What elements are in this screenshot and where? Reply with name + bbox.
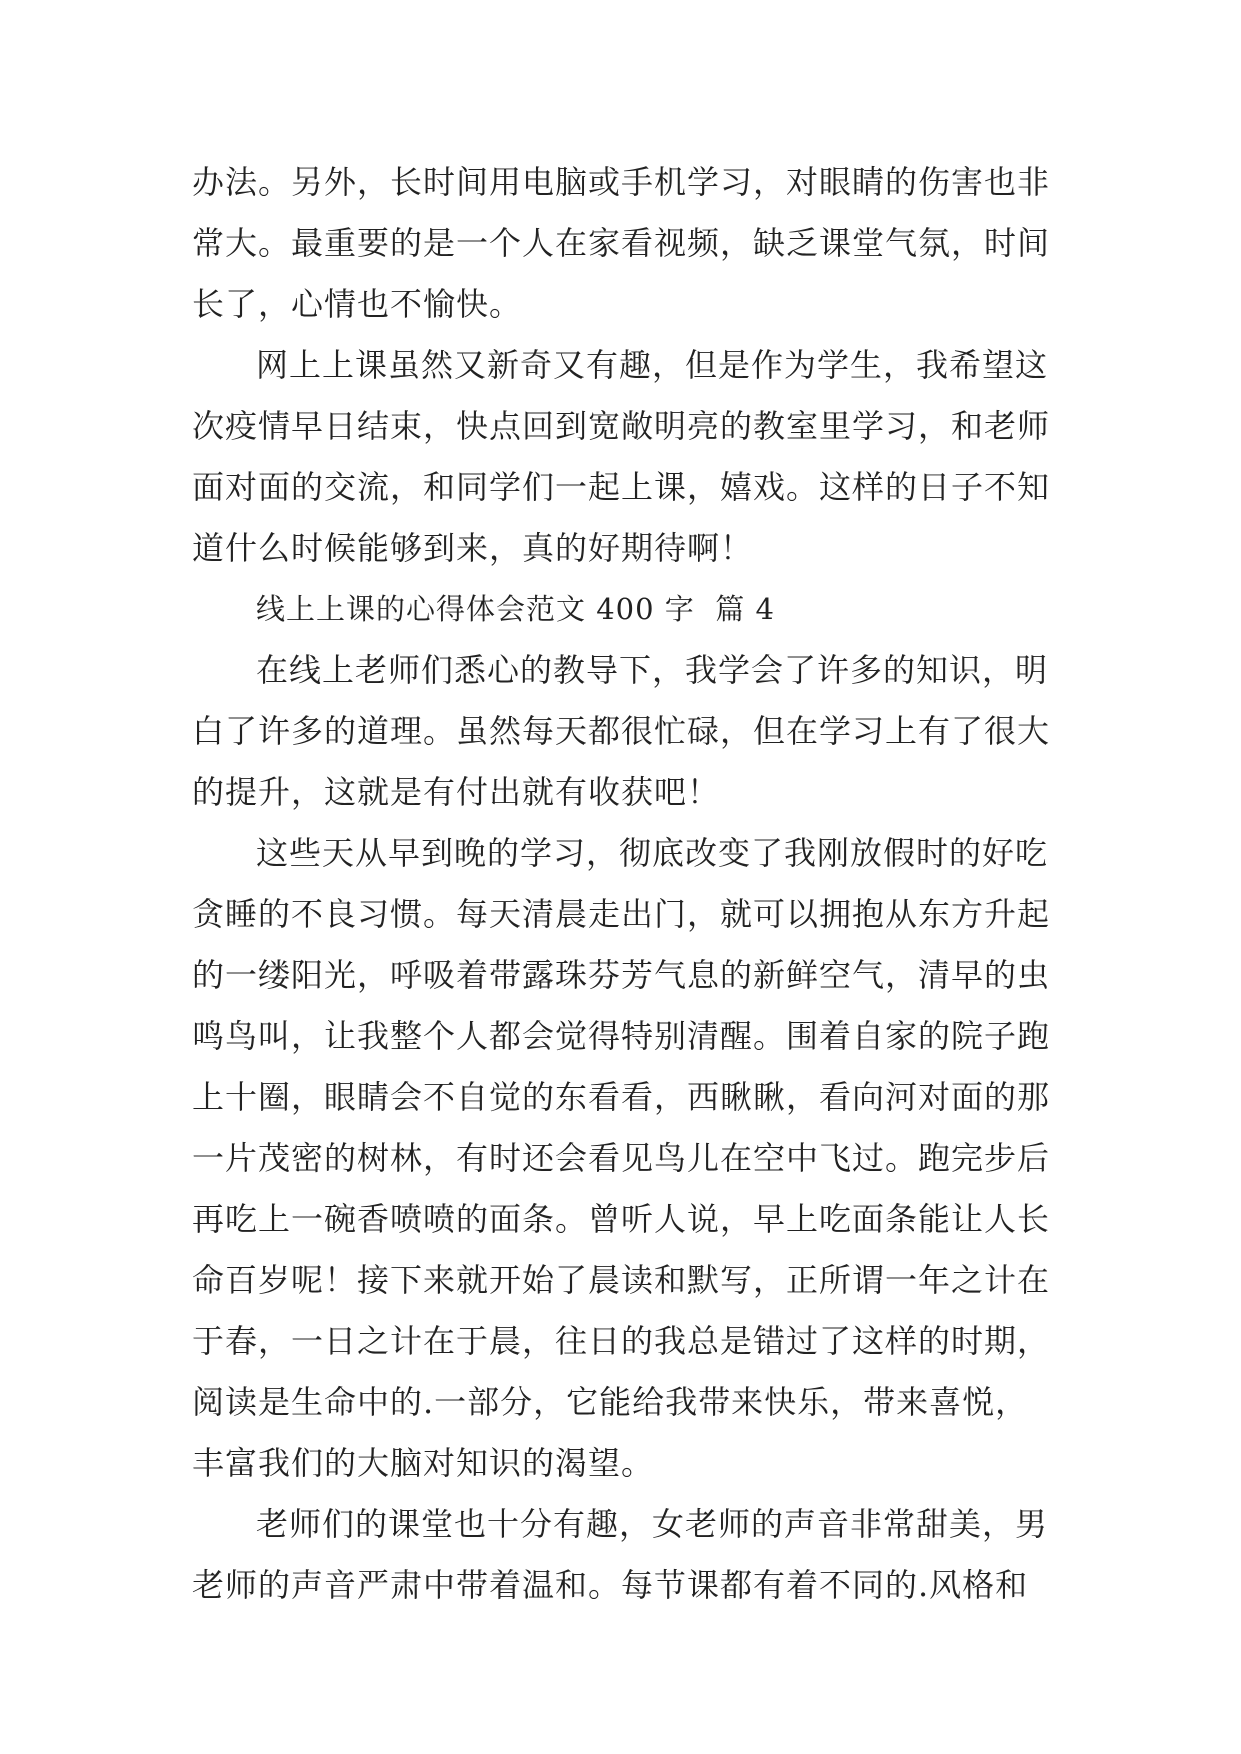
text-line: 长了，心情也不愉快。 [192, 285, 523, 323]
text-line: 再吃上一碗香喷喷的面条。曾听人说，早上吃面条能让人长 [192, 1200, 1051, 1238]
text-line: 上十圈，眼睛会不自觉的东看看，西瞅瞅，看向河对面的那 [192, 1078, 1051, 1116]
text-line: 命百岁呢！接下来就开始了晨读和默写，正所谓一年之计在 [192, 1261, 1051, 1299]
text-line: 老师的声音严肃中带着温和。每节课都有着不同的.风格和 [192, 1566, 1029, 1604]
paragraph-start-line: 在线上老师们悉心的教导下，我学会了许多的知识，明 [256, 651, 1049, 689]
paragraph-start-line: 网上上课虽然又新奇又有趣，但是作为学生，我希望这 [256, 346, 1049, 384]
text-line: 贪睡的不良习惯。每天清晨走出门，就可以拥抱从东方升起 [192, 895, 1051, 933]
text-line: 阅读是生命中的.一部分，它能给我带来快乐，带来喜悦， [192, 1383, 1029, 1421]
text-line: 于春，一日之计在于晨，往日的我总是错过了这样的时期， [192, 1322, 1051, 1360]
text-line: 面对面的交流，和同学们一起上课，嬉戏。这样的日子不知 [192, 468, 1051, 506]
text-line: 的提升，这就是有付出就有收获吧！ [192, 773, 721, 811]
text-line: 丰富我们的大脑对知识的渴望。 [192, 1444, 655, 1482]
paragraph-start-line: 老师们的课堂也十分有趣，女老师的声音非常甜美，男 [256, 1505, 1049, 1543]
section-heading: 线上上课的心得体会范文 400 字 篇 4 [256, 592, 775, 626]
text-line: 鸣鸟叫，让我整个人都会觉得特别清醒。围着自家的院子跑 [192, 1017, 1051, 1055]
text-line: 次疫情早日结束，快点回到宽敞明亮的教室里学习，和老师 [192, 407, 1051, 445]
text-line: 道什么时候能够到来，真的好期待啊！ [192, 529, 754, 567]
text-line: 的一缕阳光，呼吸着带露珠芬芳气息的新鲜空气，清早的虫 [192, 956, 1051, 994]
text-line: 一片茂密的树林，有时还会看见鸟儿在空中飞过。跑完步后 [192, 1139, 1051, 1177]
document-body [192, 152, 1072, 1616]
text-line: 白了许多的道理。虽然每天都很忙碌，但在学习上有了很大 [192, 712, 1051, 750]
text-line: 常大。最重要的是一个人在家看视频，缺乏课堂气氛，时间 [192, 224, 1051, 262]
paragraph-start-line: 这些天从早到晚的学习，彻底改变了我刚放假时的好吃 [256, 834, 1049, 872]
text-line: 办法。另外，长时间用电脑或手机学习，对眼睛的伤害也非 [192, 163, 1051, 201]
